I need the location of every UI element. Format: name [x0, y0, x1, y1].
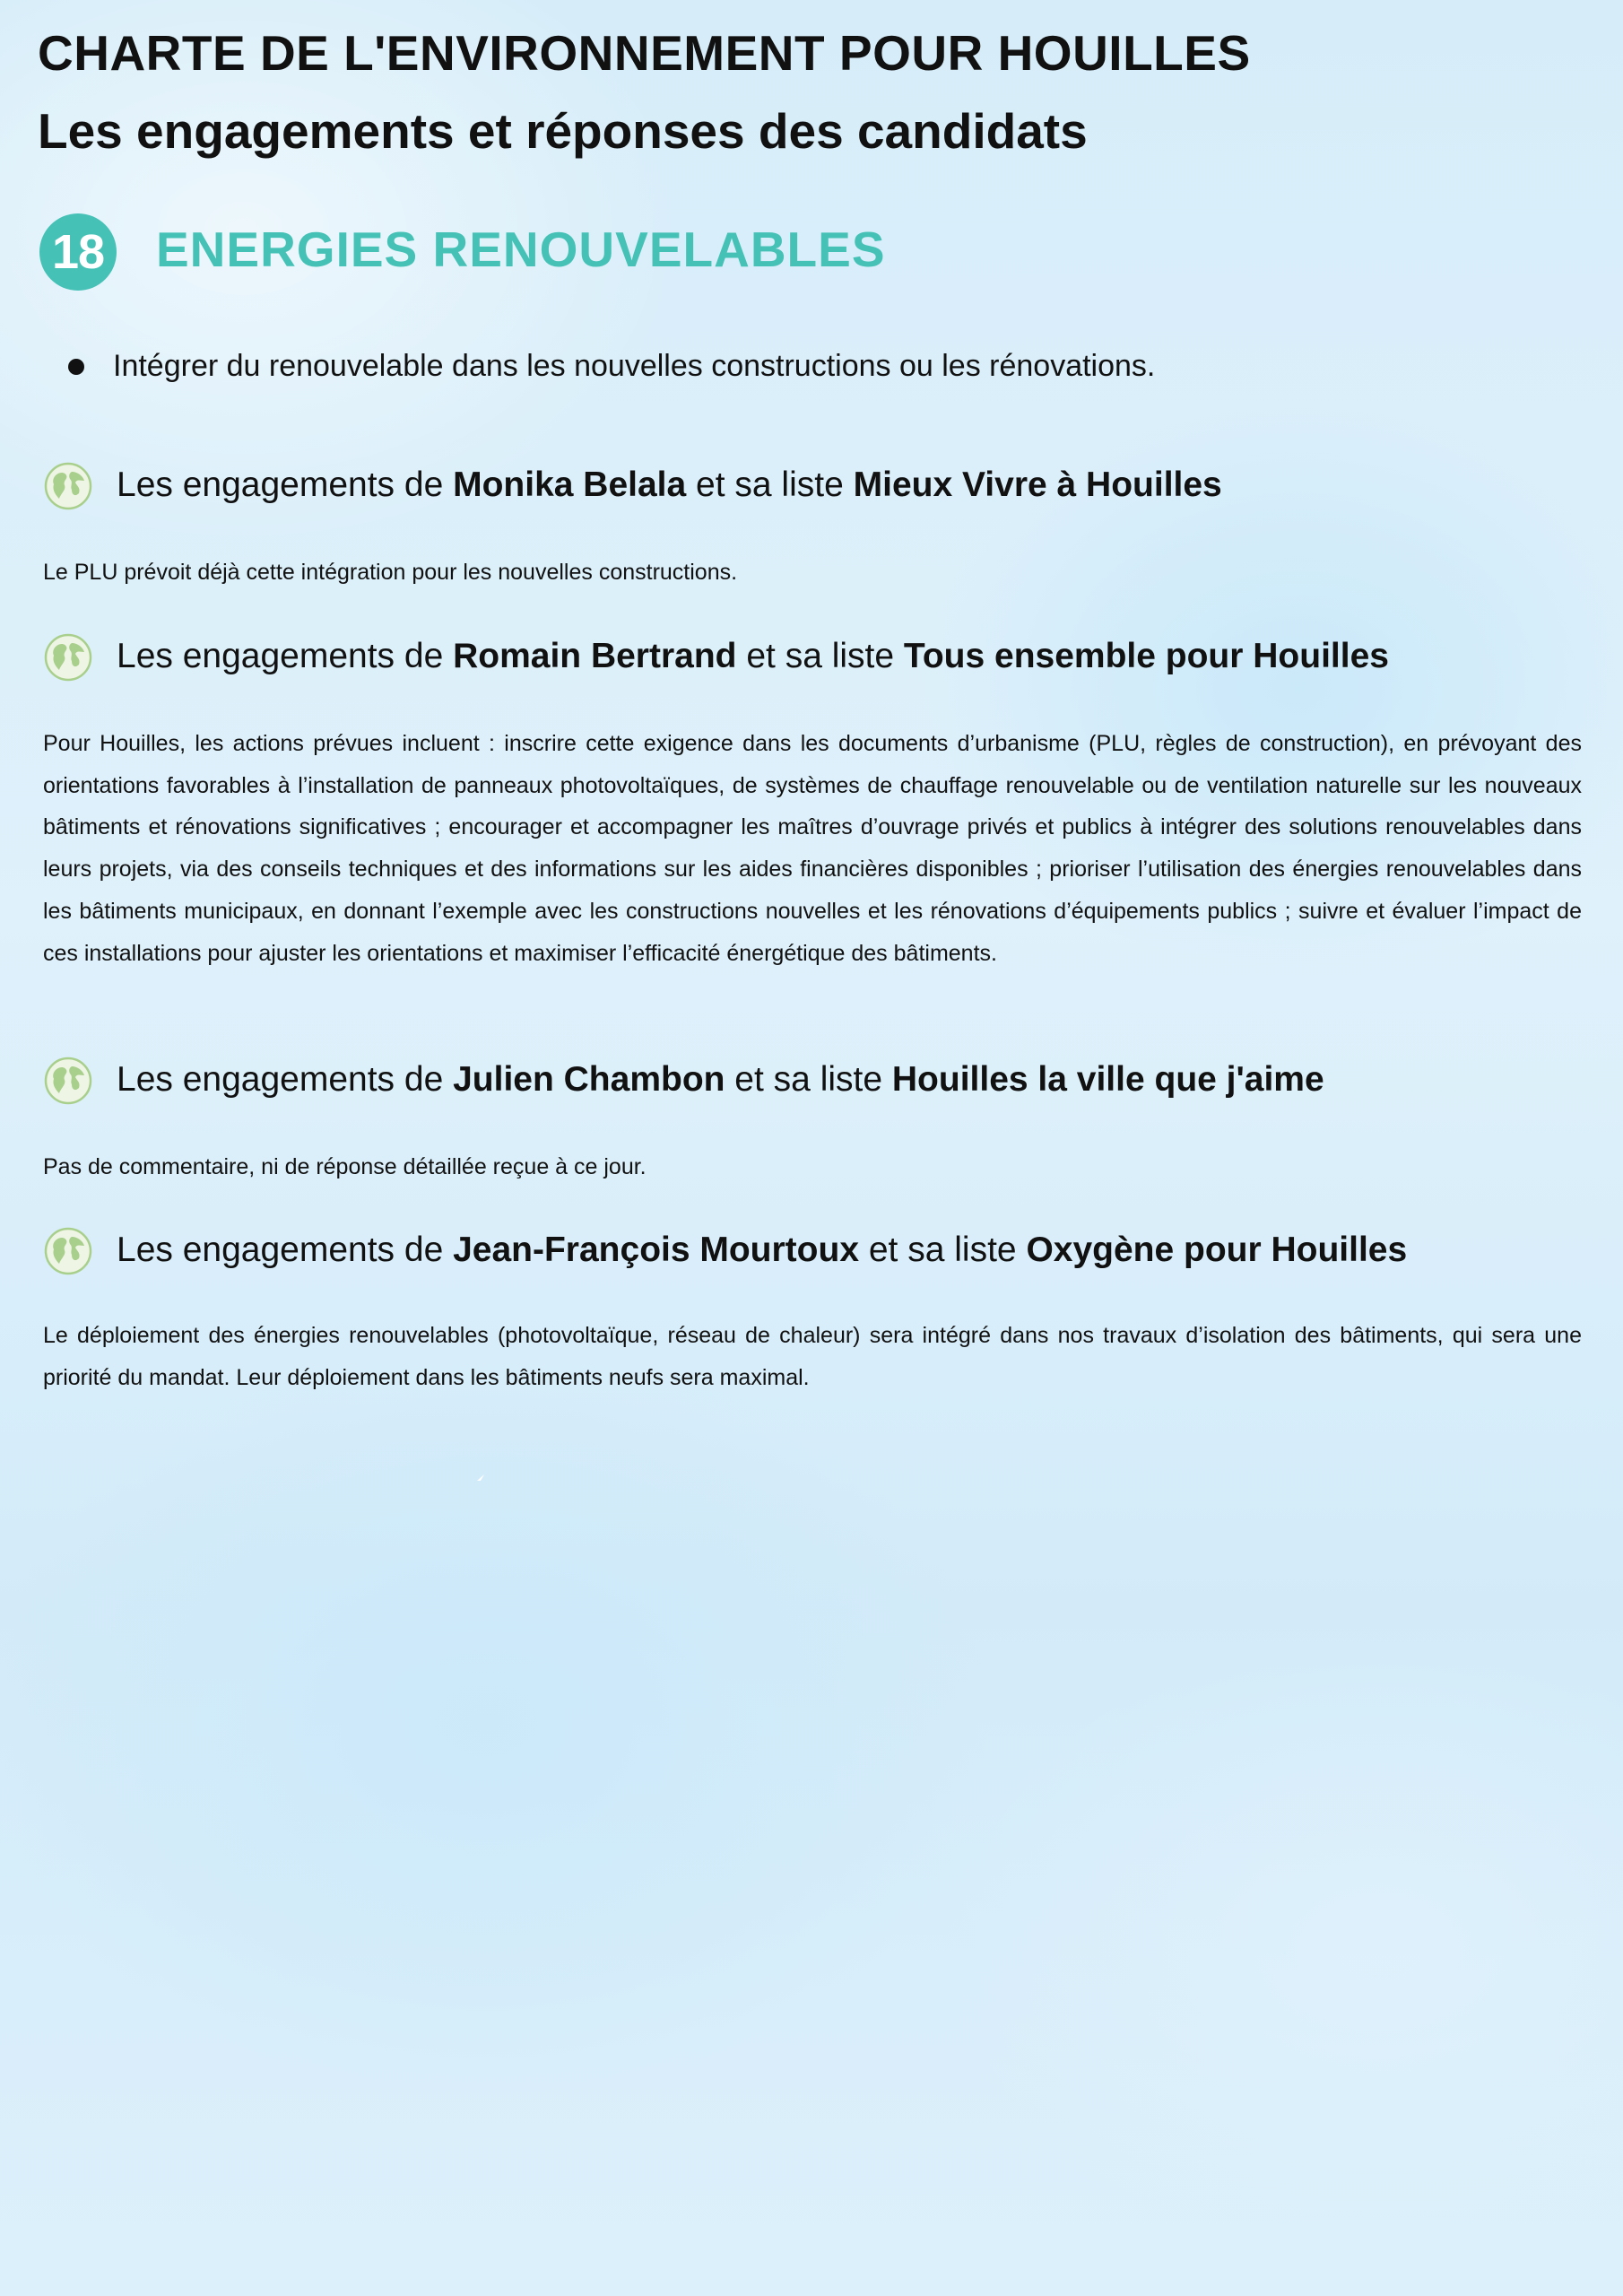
- candidate-list-name: Mieux Vivre à Houilles: [853, 465, 1222, 504]
- candidate-title: Les engagements de Julien Chambon et sa liste Houilles la ville que j'aime: [117, 1060, 1324, 1099]
- candidate-heading-chambon: [43, 1052, 1585, 1108]
- candidate-heading-mourtoux: [43, 1222, 1585, 1278]
- candidate-title: Les engagements de Romain Bertrand et sa liste Tous ensemble pour Houilles: [117, 637, 1389, 675]
- candidate-response: Pour Houilles, les actions prévues incluent : inscrire cette exigence dans les documents d’urbanisme (PLU, règles de construction), en prévoyant des orientations favorables à l’installation de panneaux photovoltaïques, de systèmes de chauffage renouvelable ou de ventilation naturelle sur les nouveaux bâtiments et rénovations significatives ; encourager et accompagner les maîtres d’ouvrage privés et publics à intégrer des solutions renouvelables dans leurs projets, via des conseils techniques et des informations sur les aides financières disponibles ; prioriser l’utilisation des énergies renouvelables dans les bâtiments municipaux, en donnant l’exemple avec les constructions nouvelles et les rénovations d’équipements publics ; suivre et évaluer l’impact de ces installations pour ajuster les orientations et maximiser l’efficacité énergétique des bâtiments.: [43, 731, 1582, 966]
- candidate-name: Romain Bertrand: [453, 637, 737, 675]
- candidate-name: Julien Chambon: [453, 1060, 725, 1099]
- document-title: CHARTE DE L'ENVIRONNEMENT POUR HOUILLES: [38, 25, 1251, 81]
- candidate-heading-bertrand: [43, 629, 1585, 684]
- candidate-title: Les engagements de Jean-François Mourtoux et sa liste Oxygène pour Houilles: [117, 1231, 1408, 1269]
- candidate-response: Le déploiement des énergies renouvelables (photovoltaïque, réseau de chaleur) sera intégré dans nos travaux d’isolation des bâtiments, qui sera une priorité du mandat. Leur déploiement dans les bâtiments neufs sera maximal.: [43, 1323, 1582, 1390]
- candidate-name: Monika Belala: [453, 465, 687, 504]
- section-number-badge: 18: [39, 213, 117, 291]
- bullet-text: Intégrer du renouvelable dans les nouvelles constructions ou les rénovations.: [113, 349, 1156, 383]
- sparkle-decoration: [475, 1472, 486, 1483]
- candidate-heading-belala: [43, 457, 1585, 513]
- section-title: ENERGIES RENOUVELABLES: [156, 222, 886, 277]
- candidate-list-name: Houilles la ville que j'aime: [891, 1060, 1324, 1099]
- globe-icon: [43, 632, 93, 683]
- globe-icon: [43, 1226, 93, 1276]
- section-bullet: [68, 344, 1548, 388]
- bullet-icon: [68, 359, 84, 375]
- section-header: [39, 213, 1115, 291]
- candidate-name: Jean-François Mourtoux: [453, 1231, 860, 1269]
- candidate-list-name: Oxygène pour Houilles: [1026, 1231, 1408, 1269]
- globe-icon: [43, 461, 93, 511]
- candidate-response: Le PLU prévoit déjà cette intégration pour les nouvelles constructions.: [43, 560, 738, 585]
- document-subtitle: Les engagements et réponses des candidats: [38, 103, 1088, 159]
- globe-icon: [43, 1056, 93, 1106]
- candidate-response: Pas de commentaire, ni de réponse détaillée reçue à ce jour.: [43, 1154, 647, 1179]
- candidate-title: Les engagements de Monika Belala et sa liste Mieux Vivre à Houilles: [117, 465, 1222, 504]
- candidate-list-name: Tous ensemble pour Houilles: [903, 637, 1389, 675]
